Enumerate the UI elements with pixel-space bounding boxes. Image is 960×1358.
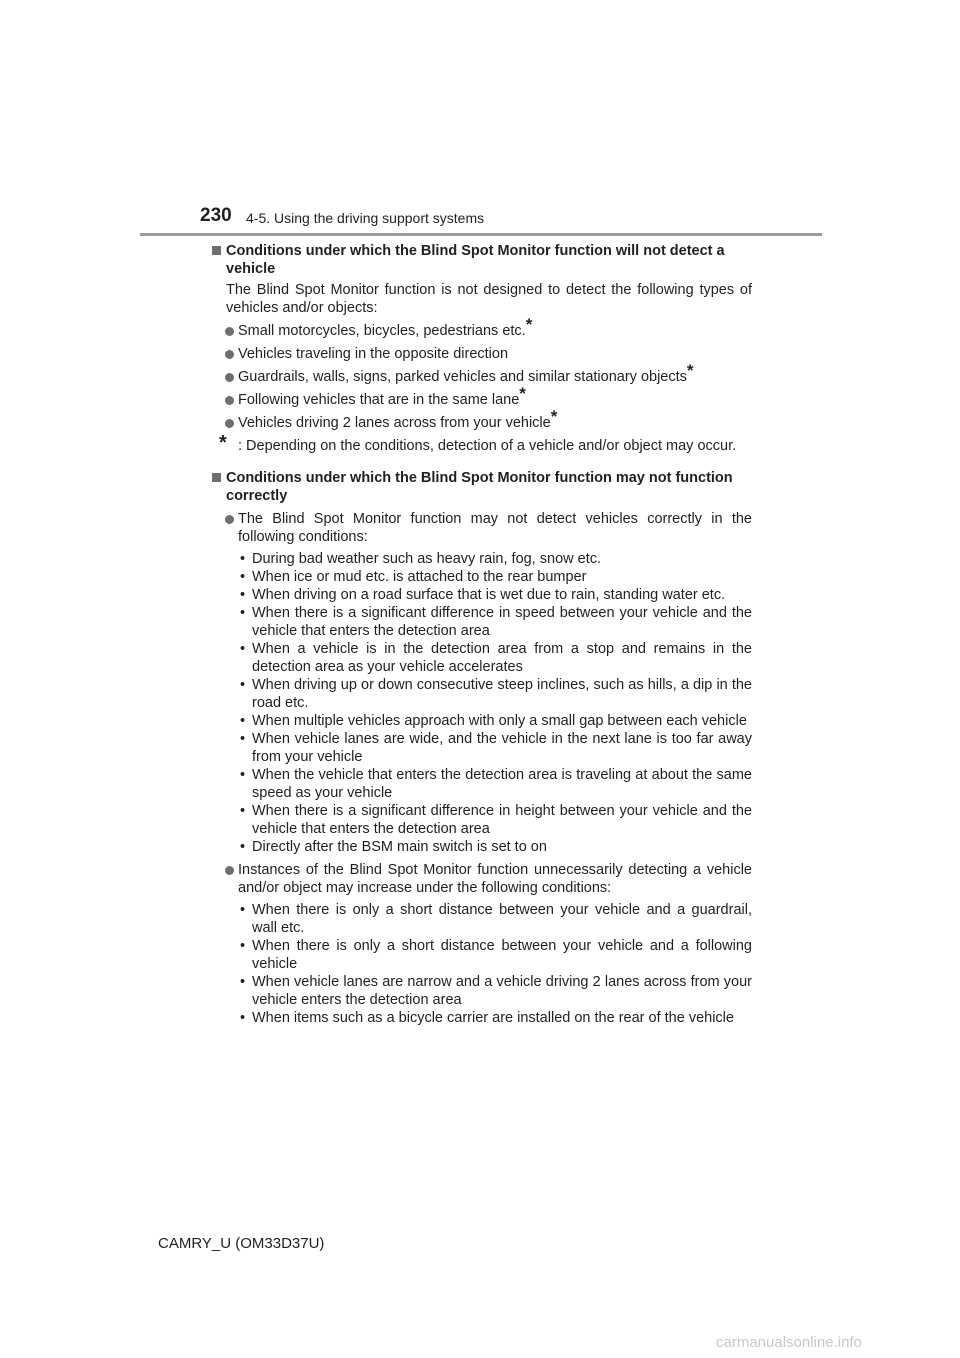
header-divider <box>140 233 822 236</box>
sub-list-item: • When vehicle lanes are narrow and a vehicle driving 2 lanes across from your vehicle enters the detection area <box>240 974 752 1008</box>
page-content <box>212 242 752 1027</box>
sub-list-item: • Directly after the BSM main switch is set to on <box>240 839 547 855</box>
list-item: Small motorcycles, bicycles, pedestrians etc.* <box>212 322 752 340</box>
sub-list-item: • When driving on a road surface that is wet due to rain, standing water etc. <box>240 587 726 603</box>
footnote-asterisk: * <box>219 432 227 454</box>
bullet-dot-icon <box>225 327 234 336</box>
asterisk-mark: * <box>686 361 694 380</box>
page-number: 230 <box>200 205 232 226</box>
asterisk-mark: * <box>519 384 526 403</box>
asterisk-mark: * <box>550 407 558 426</box>
list-item: Vehicles traveling in the opposite direction <box>212 345 752 363</box>
list-item: Guardrails, walls, signs, parked vehicles and similar stationary objects* <box>212 368 752 386</box>
bullet-dot-icon <box>225 396 234 405</box>
bullet-dot-icon <box>225 866 234 875</box>
sub-list-item: • When driving up or down consecutive steep inclines, such as hills, a dip in the road etc. <box>240 677 752 711</box>
square-bullet-icon <box>212 473 221 482</box>
list-item: Vehicles driving 2 lanes across from your vehicle* <box>212 414 752 432</box>
section-heading-may-not-function: Conditions under which the Blind Spot Monitor function may not function correctly <box>212 469 752 505</box>
page-header <box>200 203 822 231</box>
sub-list-item: • When items such as a bicycle carrier are installed on the rear of the vehicle <box>240 1010 734 1026</box>
sub-list-item: • When there is only a short distance between your vehicle and a following vehicle <box>240 938 752 972</box>
bullet-dot-icon <box>225 373 234 382</box>
sub-list-item: • When ice or mud etc. is attached to the rear bumper <box>240 569 587 585</box>
sub-list-item: • When there is a significant difference in height between your vehicle and the vehicle that enters the detection area <box>240 803 752 837</box>
intro-paragraph: The Blind Spot Monitor function is not designed to detect the following types of vehicles and/or objects: <box>226 282 752 316</box>
sub-list-item: • When the vehicle that enters the detection area is traveling at about the same speed as your vehicle <box>240 767 752 801</box>
sub-list-item: • When vehicle lanes are wide, and the vehicle in the next lane is too far away from your vehicle <box>240 731 752 765</box>
sub-list-item: • During bad weather such as heavy rain, fog, snow etc. <box>240 551 601 567</box>
condition-list <box>212 901 752 1027</box>
manual-code-footer: CAMRY_U (OM33D37U) <box>158 1235 325 1252</box>
asterisk-mark: * <box>525 315 533 334</box>
bullet-dot-icon <box>225 515 234 524</box>
sub-list-item: • When multiple vehicles approach with only a small gap between each vehicle <box>240 713 747 729</box>
sub-list-item: • When a vehicle is in the detection area from a stop and remains in the detection area as your vehicle accelerates <box>240 641 752 675</box>
footnote: * : Depending on the conditions, detection of a vehicle and/or object may occur. <box>219 432 737 454</box>
bullet-dot-icon <box>225 350 234 359</box>
condition-list <box>212 550 752 856</box>
sub-list-item: • When there is only a short distance between your vehicle and a guardrail, wall etc. <box>240 902 752 936</box>
list-item: Instances of the Blind Spot Monitor function unnecessarily detecting a vehicle and/or object may increase under the following conditions: <box>212 861 752 897</box>
bullet-dot-icon <box>225 419 234 428</box>
section-heading-not-detect: Conditions under which the Blind Spot Monitor function will not detect a vehicle <box>212 242 752 278</box>
sub-list-item: • When there is a significant difference in speed between your vehicle and the vehicle that enters the detection area <box>240 605 752 639</box>
watermark: carmanualsonline.info <box>716 1334 862 1351</box>
section-title: 4-5. Using the driving support systems <box>246 210 485 226</box>
list-item: The Blind Spot Monitor function may not detect vehicles correctly in the following conditions: <box>212 510 752 546</box>
square-bullet-icon <box>212 246 221 255</box>
list-item: Following vehicles that are in the same lane* <box>212 391 752 409</box>
